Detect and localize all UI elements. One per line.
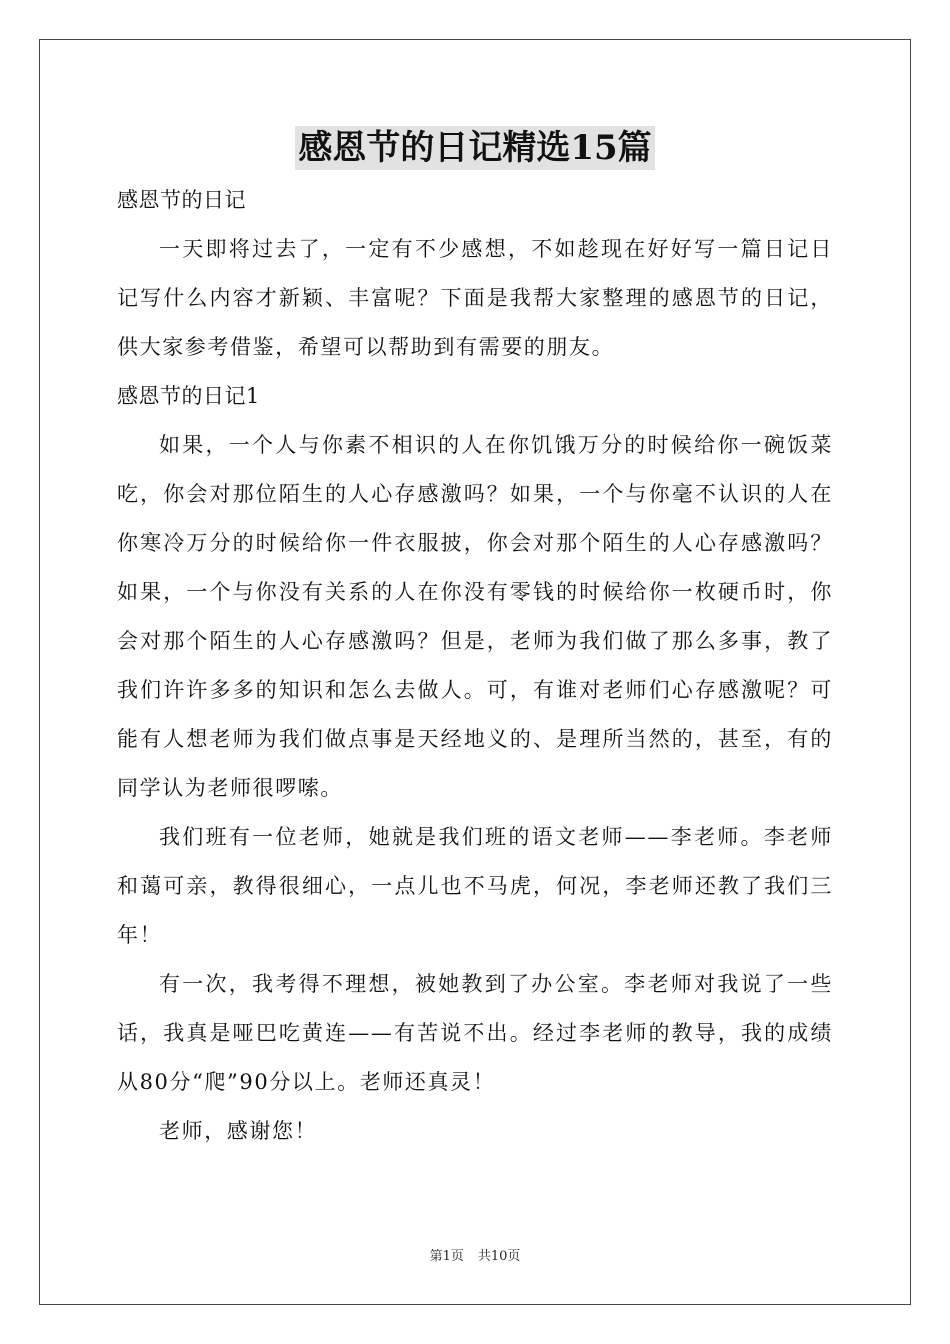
title-block: [0, 126, 950, 170]
document-body: [117, 176, 833, 1156]
intro-paragraph: 一天即将过去了，一定有不少感想，不如趁现在好好写一篇日记日记写什么内容才新颖、丰富呢？下面是我帮大家整理的感恩节的日记，供大家参考借鉴，希望可以帮助到有需要的朋友。: [117, 237, 833, 359]
body-paragraph: 我们班有一位老师，她就是我们班的语文老师——李老师。李老师和蔼可亲，教得很细心，一点儿也不马虎，何况，李老师还教了我们三年！: [117, 825, 833, 947]
body-paragraph: 如果，一个人与你素不相识的人在你饥饿万分的时候给你一碗饭菜吃，你会对那位陌生的人心存感激吗？如果，一个与你毫不认识的人在你寒冷万分的时候给你一件衣服披，你会对那个陌生的人心存感激吗？如果，一个与你没有关系的人在你没有零钱的时候给你一枚硬币时，你会对那个陌生的人心存感激吗？但是，老师为我们做了那么多事，教了我们许许多多的知识和怎么去做人。可，有谁对老师们心存感激呢？可能有人想老师为我们做点事是天经地义的、是理所当然的，甚至，有的同学认为老师很啰嗦。: [117, 433, 833, 800]
section-heading: 感恩节的日记1: [117, 384, 260, 408]
body-paragraph: 有一次，我考得不理想，被她教到了办公室。李老师对我说了一些话，我真是哑巴吃黄连——有苦说不出。经过李老师的教导，我的成绩从80分“爬”90分以上。老师还真灵！: [117, 972, 833, 1094]
document-title: 感恩节的日记精选15篇: [295, 126, 654, 170]
page-total: 共10页: [477, 1249, 521, 1264]
page-number: 第1页: [429, 1249, 464, 1264]
page-footer: [0, 1248, 950, 1266]
closing-paragraph: 老师，感谢您！: [159, 1119, 318, 1143]
section-heading: 感恩节的日记: [117, 188, 246, 212]
